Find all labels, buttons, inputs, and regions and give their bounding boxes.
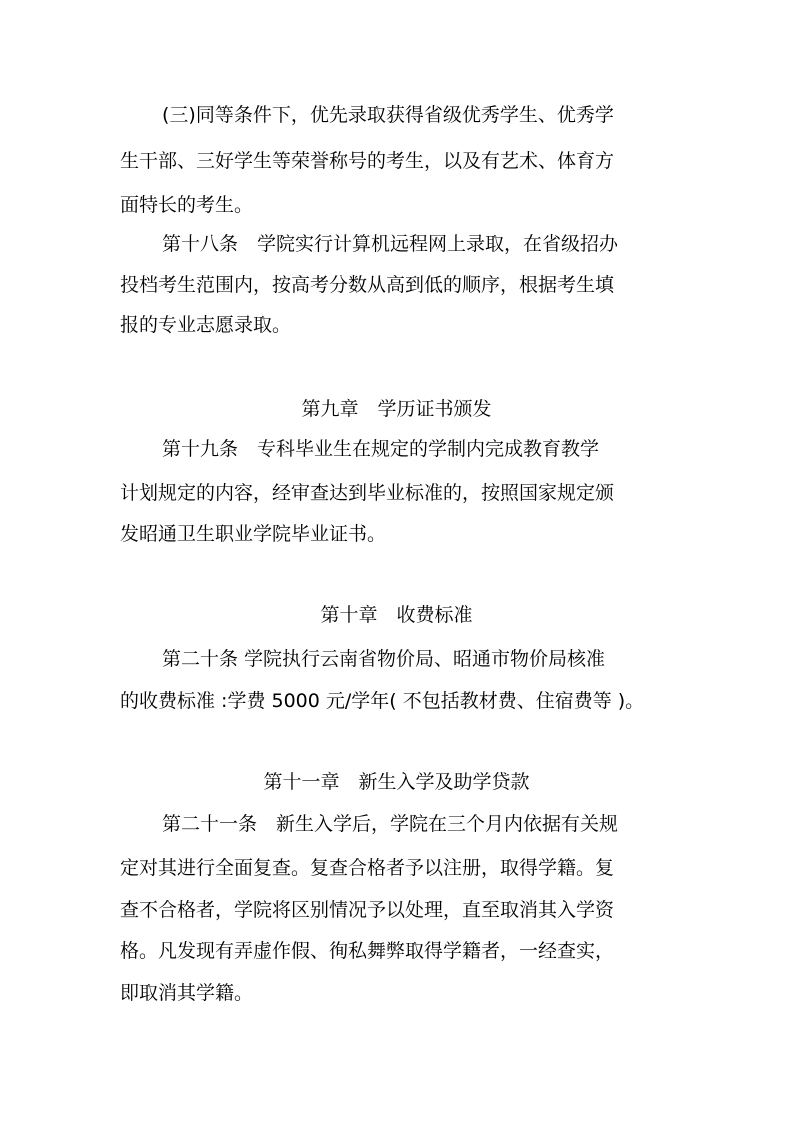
article-21-line-3: 查不合格者，学院将区别情况予以处理，直至取消其入学资 (120, 899, 615, 921)
article-18-line-3: 报的专业志愿录取。 (120, 314, 292, 336)
article-19-line-1: 第十九条 专科毕业生在规定的学制内完成教育教学 (162, 438, 600, 460)
article-18-line-1: 第十八条 学院实行计算机远程网上录取，在省级招办 (162, 233, 619, 255)
clause-3-line-2: 生干部、三好学生等荣誉称号的考生，以及有艺术、体育方 (120, 150, 615, 172)
article-21-line-1: 第二十一条 新生入学后，学院在三个月内依据有关规 (162, 813, 619, 835)
article-20-line-2: 的收费标准 :学费 5000 元/学年( 不包括教材费、住宿费等 )。 (120, 690, 645, 712)
clause-3-line-3: 面特长的考生。 (120, 194, 254, 216)
article-18-line-2: 投档考生范围内，按高考分数从高到低的顺序，根据考生填 (120, 274, 615, 296)
article-21-line-2: 定对其进行全面复查。复查合格者予以注册，取得学籍。复 (120, 857, 615, 879)
article-19-line-3: 发昭通卫生职业学院毕业证书。 (120, 523, 387, 545)
chapter-11-title: 第十一章 新生入学及助学贷款 (263, 771, 530, 793)
chapter-10-title: 第十章 收费标准 (320, 604, 473, 626)
article-21-line-5: 即取消其学籍。 (120, 982, 254, 1004)
article-21-line-4: 格。凡发现有弄虚作假、徇私舞弊取得学籍者，一经查实， (120, 940, 615, 962)
article-19-line-2: 计划规定的内容，经审查达到毕业标准的，按照国家规定颁 (120, 482, 615, 504)
chapter-9-title: 第九章 学历证书颁发 (301, 398, 492, 420)
clause-3-line-1: (三)同等条件下，优先录取获得省级优秀学生、优秀学 (162, 104, 614, 126)
article-20-line-1: 第二十条 学院执行云南省物价局、昭通市物价局核准 (162, 648, 606, 670)
